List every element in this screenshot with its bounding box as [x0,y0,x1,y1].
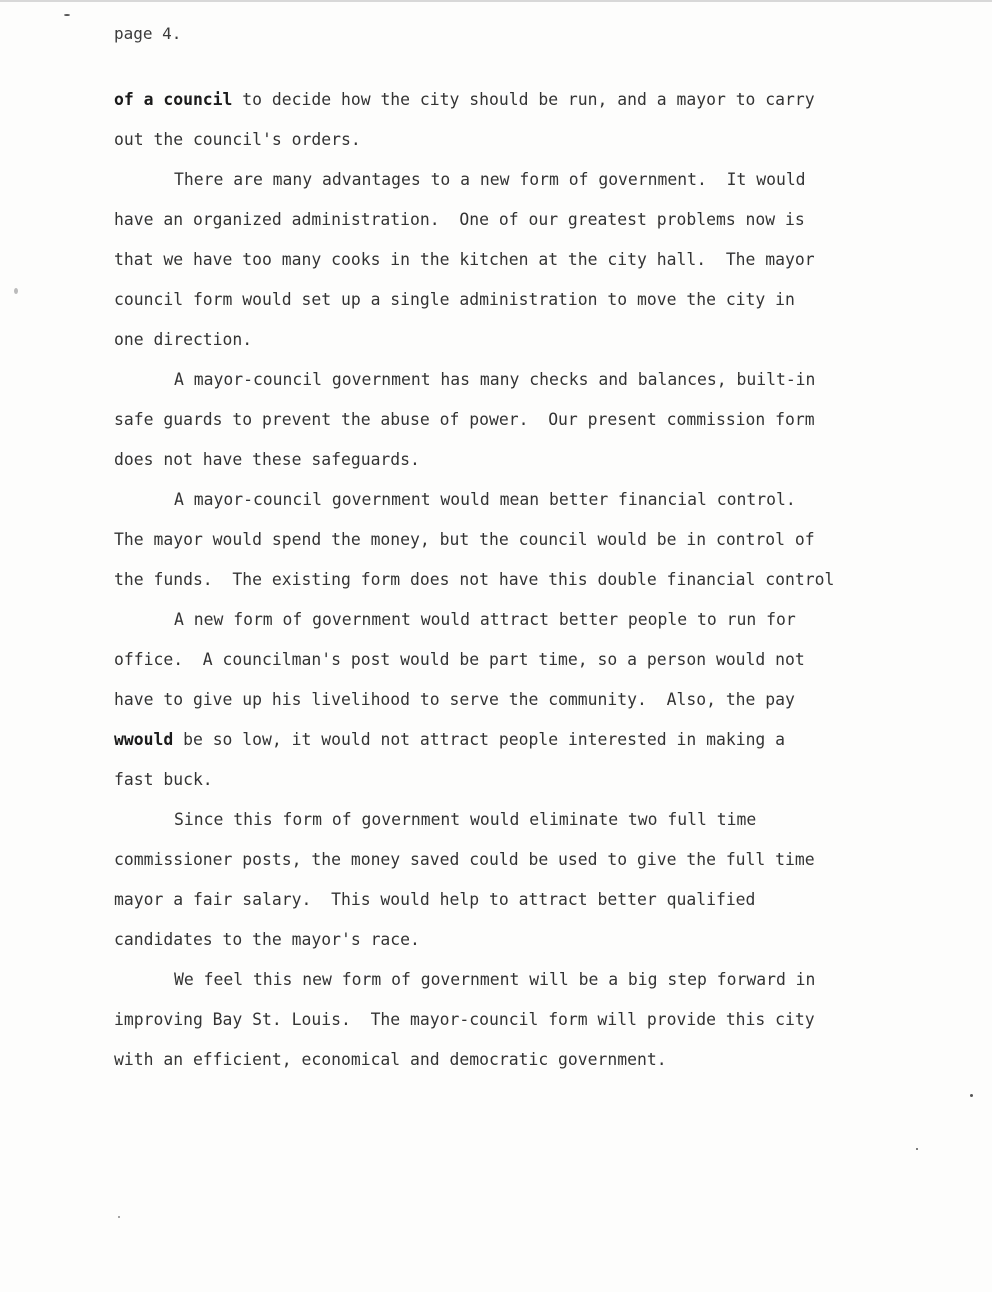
bold-text: of a council [114,90,233,109]
line-text: be so low, it would not attract people interested in making a [173,730,786,749]
text-line: The mayor would spend the money, but the council would be in control of [114,530,815,549]
text-line [114,720,989,760]
body-text [114,80,989,1080]
paragraph-start-line: We feel this new form of government will be a big step forward in [174,970,816,989]
line-text: to decide how the city should be run, and a mayor to carry [232,90,815,109]
text-line: office. A councilman's post would be part time, so a person would not [114,650,805,669]
paragraph-start-line: Since this form of government would eliminate two full time [174,810,757,829]
text-line: candidates to the mayor's race. [114,930,420,949]
bold-text: wwould [114,730,174,749]
ink-speck [64,14,70,16]
text-line: mayor a fair salary. This would help to attract better qualified [114,890,756,909]
text-line: commissioner posts, the money saved could be used to give the full time [114,850,815,869]
text-line: that we have too many cooks in the kitchen at the city hall. The mayor [114,250,815,269]
text-line: council form would set up a single administration to move the city in [114,290,795,309]
ink-speck [970,1094,973,1097]
text-line: have to give up his livelihood to serve the community. Also, the pay [114,690,795,709]
text-line: does not have these safeguards. [114,450,420,469]
paragraph-start-line: A mayor-council government has many checks and balances, built-in [174,370,816,389]
ink-speck [916,1148,918,1150]
ink-speck [14,288,18,294]
paragraph-start-line: A mayor-council government would mean better financial control. [174,490,796,509]
text-line: out the council's orders. [114,130,361,149]
text-line: the funds. The existing form does not have this double financial control [114,570,835,589]
text-line [114,80,989,120]
text-line: fast buck. [114,770,213,789]
paragraph-start-line: A new form of government would attract better people to run for [174,610,796,629]
text-line: have an organized administration. One of our greatest problems now is [114,210,805,229]
paragraph-start-line: There are many advantages to a new form of government. It would [174,170,806,189]
page-number-label: page 4. [114,24,182,43]
text-line: with an efficient, economical and democratic government. [114,1050,667,1069]
text-line: improving Bay St. Louis. The mayor-council form will provide this city [114,1010,815,1029]
text-line: one direction. [114,330,253,349]
text-line: safe guards to prevent the abuse of power. Our present commission form [114,410,815,429]
ink-speck [118,1216,120,1218]
paper-top-edge [0,0,992,2]
